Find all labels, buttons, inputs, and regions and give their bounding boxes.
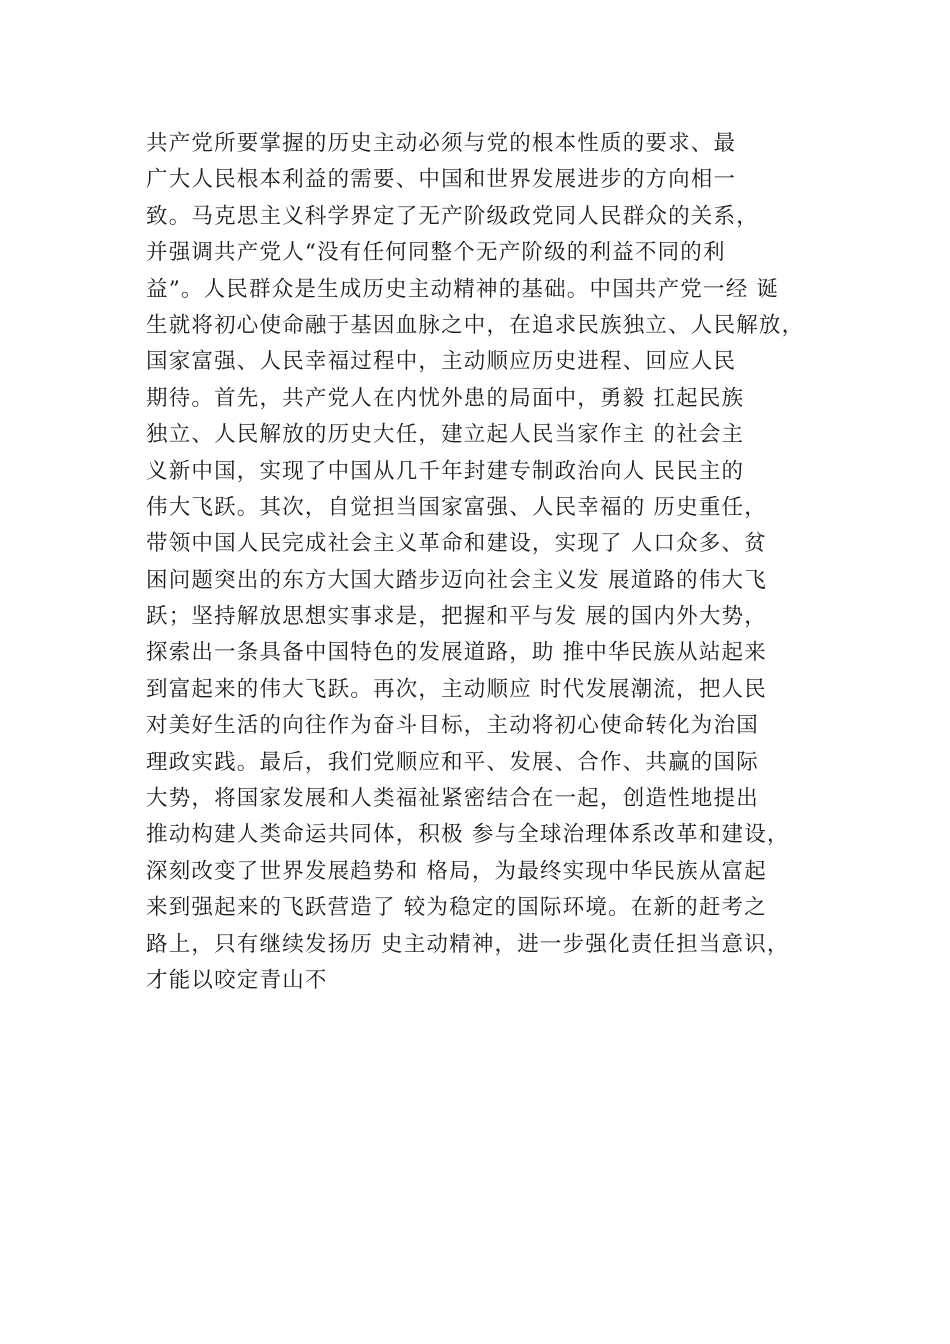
text-line: 困问题突出的东方大国大踏步迈向社会主义发 展道路的伟大飞 bbox=[146, 567, 767, 593]
text-line: 独立、人民解放的历史大任，建立起人民当家作主 的社会主 bbox=[146, 422, 745, 448]
text-line: 路上，只有继续发扬历 史主动精神，进一步强化责任担当意识， bbox=[146, 931, 790, 957]
text-line: 共产党所要掌握的历史主动必须与党的根本性质的要求、最 bbox=[146, 131, 737, 156]
text-line: 并强调共产党人“没有任何同整个无产阶级的利益不同的利 bbox=[146, 240, 726, 266]
text-line: 致。马克思主义科学界定了无产阶级政党同人民群众的关系， bbox=[146, 203, 759, 229]
body-paragraph bbox=[146, 126, 866, 999]
text-line: 大势，将国家发展和人类福祉紧密结合在一起，创造性地提出 bbox=[146, 786, 759, 812]
text-line: 理政实践。最后，我们党顺应和平、发展、合作、共赢的国际 bbox=[146, 749, 759, 775]
text-line: 推动构建人类命运共同体，积极 参与全球治理体系改革和建设， bbox=[146, 822, 790, 848]
text-line: 才能以咬定青山不 bbox=[146, 967, 328, 993]
text-line: 探索出一条具备中国特色的发展道路，助 推中华民族从站起来 bbox=[146, 640, 767, 666]
text-line: 生就将初心使命融于基因血脉之中，在追求民族独立、人民解放， bbox=[146, 312, 805, 338]
text-line: 广大人民根本利益的需要、中国和世界发展进步的方向相一 bbox=[146, 167, 737, 193]
text-line: 到富起来的伟大飞跃。再次，主动顺应 时代发展潮流，把人民 bbox=[146, 676, 767, 702]
text-line: 义新中国，实现了中国从几千年封建专制政治向人 民民主的 bbox=[146, 458, 745, 484]
text-line: 伟大飞跃。其次，自觉担当国家富强、人民幸福的 历史重任， bbox=[146, 494, 767, 520]
text-line: 跃；坚持解放思想实事求是，把握和平与发 展的国内外大势， bbox=[146, 604, 767, 630]
text-line: 带领中国人民完成社会主义革命和建设，实现了 人口众多、贫 bbox=[146, 531, 767, 557]
text-line: 深刻改变了世界发展趋势和 格局，为最终实现中华民族从富起 bbox=[146, 858, 767, 884]
text-line: 对美好生活的向往作为奋斗目标，主动将初心使命转化为治国 bbox=[146, 713, 759, 739]
text-line: 来到强起来的飞跃营造了 较为稳定的国际环境。在新的赶考之 bbox=[146, 895, 767, 921]
text-line: 益”。人民群众是生成历史主动精神的基础。中国共产党一经 诞 bbox=[146, 276, 780, 302]
text-line: 国家富强、人民幸福过程中，主动顺应历史进程、回应人民 bbox=[146, 349, 737, 375]
text-line: 期待。首先，共产党人在内忧外患的局面中，勇毅 扛起民族 bbox=[146, 385, 745, 411]
